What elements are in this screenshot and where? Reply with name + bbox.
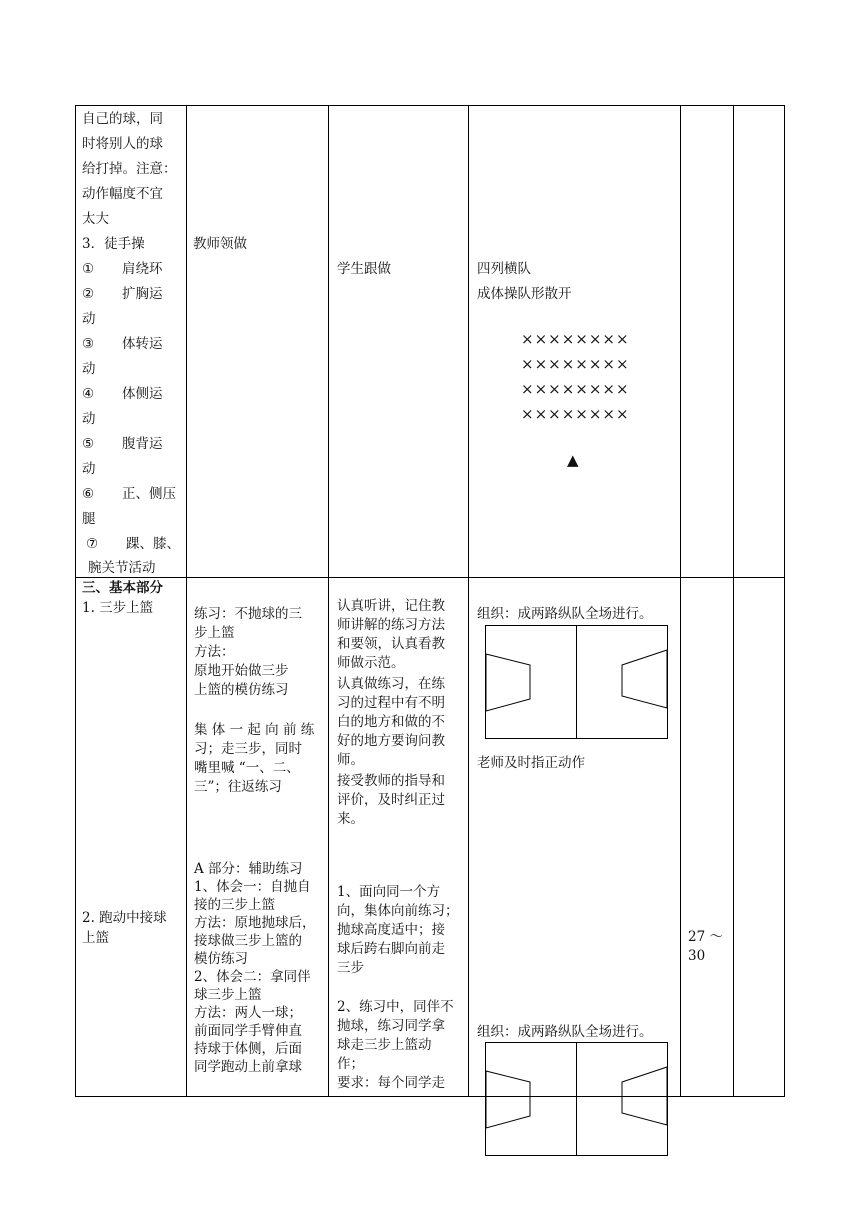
col2-b-line-3: 嘴里喊 “一、二、 xyxy=(194,760,300,776)
col2-c-line-12: 同学跑动上前拿球 xyxy=(194,1059,302,1075)
col2-a-line-5: 上篮的模仿练习 xyxy=(194,682,289,698)
formation-row-1: ×××××××× xyxy=(521,330,630,348)
row1-col1-line-5: 太大 xyxy=(82,211,109,227)
col3-c-line-4: 作； xyxy=(337,1056,364,1072)
teacher-correction-note: 老师及时指正动作 xyxy=(477,755,585,771)
formation-row-2: ×××××××× xyxy=(521,355,630,373)
col2-c-line-3: 接的三步上篮 xyxy=(194,897,275,913)
table-bottom-border xyxy=(75,1096,785,1097)
time-line-1: 27 ～ xyxy=(688,929,723,945)
row1-col1-line-1: 自己的球，同 xyxy=(82,111,163,127)
col3-b-line-5: 三步 xyxy=(337,960,364,976)
exercise-4-text: 体侧运 xyxy=(122,386,163,402)
col2-a-line-4: 原地开始做三步 xyxy=(194,663,289,679)
col2-b-line-2: 习；走三步，同时 xyxy=(194,741,302,757)
col2-b-line-1: 集 体 一 起 向 前 练 xyxy=(194,722,315,738)
exercise-3-text: 体转运 xyxy=(122,336,163,352)
col2-c-line-8: 球三步上篮 xyxy=(194,987,262,1003)
item-2-label-line-2: 上篮 xyxy=(82,930,109,946)
col-border-2 xyxy=(328,105,329,1097)
col2-a-line-2: 步上篮 xyxy=(194,625,235,641)
exercise-3-cont: 动 xyxy=(82,361,96,377)
col2-c-line-11: 持球于体侧，后面 xyxy=(194,1041,302,1057)
col3-a-line-2: 师讲解的练习方法 xyxy=(337,617,445,633)
item-2-label-line-1: 2. 跑动中接球 xyxy=(82,910,167,926)
row1-col1-line-2: 时将别人的球 xyxy=(82,136,163,152)
basketball-court-diagram-1 xyxy=(485,625,669,741)
student-follow-text: 学生跟做 xyxy=(337,261,391,277)
col3-a-line-8: 好的地方要询问教 xyxy=(337,733,445,749)
col3-c-line-1: 2、练习中，同伴不 xyxy=(337,999,454,1015)
exercise-4-num: ④ xyxy=(82,386,95,402)
exercise-7-text: 踝、膝、 xyxy=(126,536,180,552)
exercise-2-num: ② xyxy=(82,286,95,302)
court-right-key xyxy=(622,650,667,708)
col3-a-line-5: 认真做练习，在练 xyxy=(337,676,445,692)
exercise-7-cont: 腕关节活动 xyxy=(88,560,156,576)
col2-c-line-1: A 部分：辅助练习 xyxy=(194,861,303,877)
formation-row-3: ×××××××× xyxy=(521,380,630,398)
basketball-court-diagram-2 xyxy=(485,1042,669,1158)
col2-b-line-4: 三”；往返练习 xyxy=(194,779,282,795)
exercise-5-text: 腹背运 xyxy=(122,436,163,452)
item-1-label: 1. 三步上篮 xyxy=(82,600,154,616)
col-border-right xyxy=(784,105,785,1097)
table-top-border xyxy=(75,105,785,106)
court-left-key xyxy=(486,654,530,711)
col-border-4 xyxy=(680,105,681,1097)
col3-a-line-7: 白的地方和做的不 xyxy=(337,714,445,730)
col3-c-line-2: 抛球，练习同学拿 xyxy=(337,1018,445,1034)
row-divider xyxy=(75,577,785,578)
col2-c-line-2: 1、体会一：自抛自 xyxy=(194,879,311,895)
col2-c-line-5: 接球做三步上篮的 xyxy=(194,933,302,949)
col-border-3 xyxy=(468,105,469,1097)
time-line-2: 30 xyxy=(688,948,706,964)
col3-a-line-12: 来。 xyxy=(337,811,364,827)
exercise-2-cont: 动 xyxy=(82,311,96,327)
formation-row-4: ×××××××× xyxy=(521,405,630,423)
col-border-left xyxy=(75,105,76,1097)
exercise-7-num: ⑦ xyxy=(86,536,99,552)
exercise-6-num: ⑥ xyxy=(82,486,95,502)
exercise-5-cont: 动 xyxy=(82,461,96,477)
col3-b-line-1: 1、面向同一个方 xyxy=(337,884,441,900)
exercise-heading: 3．徒手操 xyxy=(82,236,145,252)
section-title: 三、基本部分 xyxy=(82,580,163,596)
exercise-4-cont: 动 xyxy=(82,411,96,427)
col3-a-line-9: 师。 xyxy=(337,752,364,768)
organization-text-1: 组织：成两路纵队全场进行。 xyxy=(477,606,653,622)
col3-a-line-3: 和要领，认真看教 xyxy=(337,636,445,652)
court-right-key xyxy=(622,1067,667,1125)
col3-a-line-1: 认真听讲，记住教 xyxy=(337,598,445,614)
col3-a-line-6: 习的过程中有不明 xyxy=(337,695,445,711)
exercise-6-cont: 腿 xyxy=(82,511,96,527)
col-border-5 xyxy=(733,105,734,1097)
exercise-1-text: 肩绕环 xyxy=(122,261,163,277)
col3-a-line-10: 接受教师的指导和 xyxy=(337,773,445,789)
col3-b-line-2: 向，集体向前练习； xyxy=(337,903,459,919)
row1-col1-line-4: 动作幅度不宜 xyxy=(82,186,163,202)
col2-a-line-3: 方法： xyxy=(194,644,235,660)
formation-line-1: 四列横队 xyxy=(477,261,531,277)
court-left-key xyxy=(486,1071,530,1128)
exercise-3-num: ③ xyxy=(82,336,95,352)
formation-line-2: 成体操队形散开 xyxy=(477,286,572,302)
teacher-lead-text: 教师领做 xyxy=(193,236,247,252)
row1-col1-line-3: 给打掉。注意： xyxy=(82,161,177,177)
col3-a-line-11: 评价，及时纠正过 xyxy=(337,792,445,808)
col3-c-line-5: 要求：每个同学走 xyxy=(337,1075,445,1091)
col-border-1 xyxy=(186,105,187,1097)
col2-c-line-6: 模仿练习 xyxy=(194,951,248,967)
col3-a-line-4: 师做示范。 xyxy=(337,655,405,671)
col2-c-line-4: 方法：原地抛球后， xyxy=(194,915,316,931)
col2-c-line-10: 前面同学手臂伸直 xyxy=(194,1023,302,1039)
exercise-6-text: 正、侧压 xyxy=(122,486,176,502)
col2-c-line-9: 方法：两人一球； xyxy=(194,1005,302,1021)
teacher-triangle-icon: ▲ xyxy=(567,451,579,469)
exercise-2-text: 扩胸运 xyxy=(122,286,163,302)
exercise-5-num: ⑤ xyxy=(82,436,95,452)
col2-a-line-1: 练习：不抛球的三 xyxy=(194,606,302,622)
col3-c-line-3: 球走三步上篮动 xyxy=(337,1037,432,1053)
organization-text-2: 组织：成两路纵队全场进行。 xyxy=(477,1024,653,1040)
exercise-1-num: ① xyxy=(82,261,95,277)
col2-c-line-7: 2、体会二：拿同伴 xyxy=(194,969,311,985)
col3-b-line-4: 球后跨右脚向前走 xyxy=(337,941,445,957)
col3-b-line-3: 抛球高度适中；接 xyxy=(337,922,445,938)
